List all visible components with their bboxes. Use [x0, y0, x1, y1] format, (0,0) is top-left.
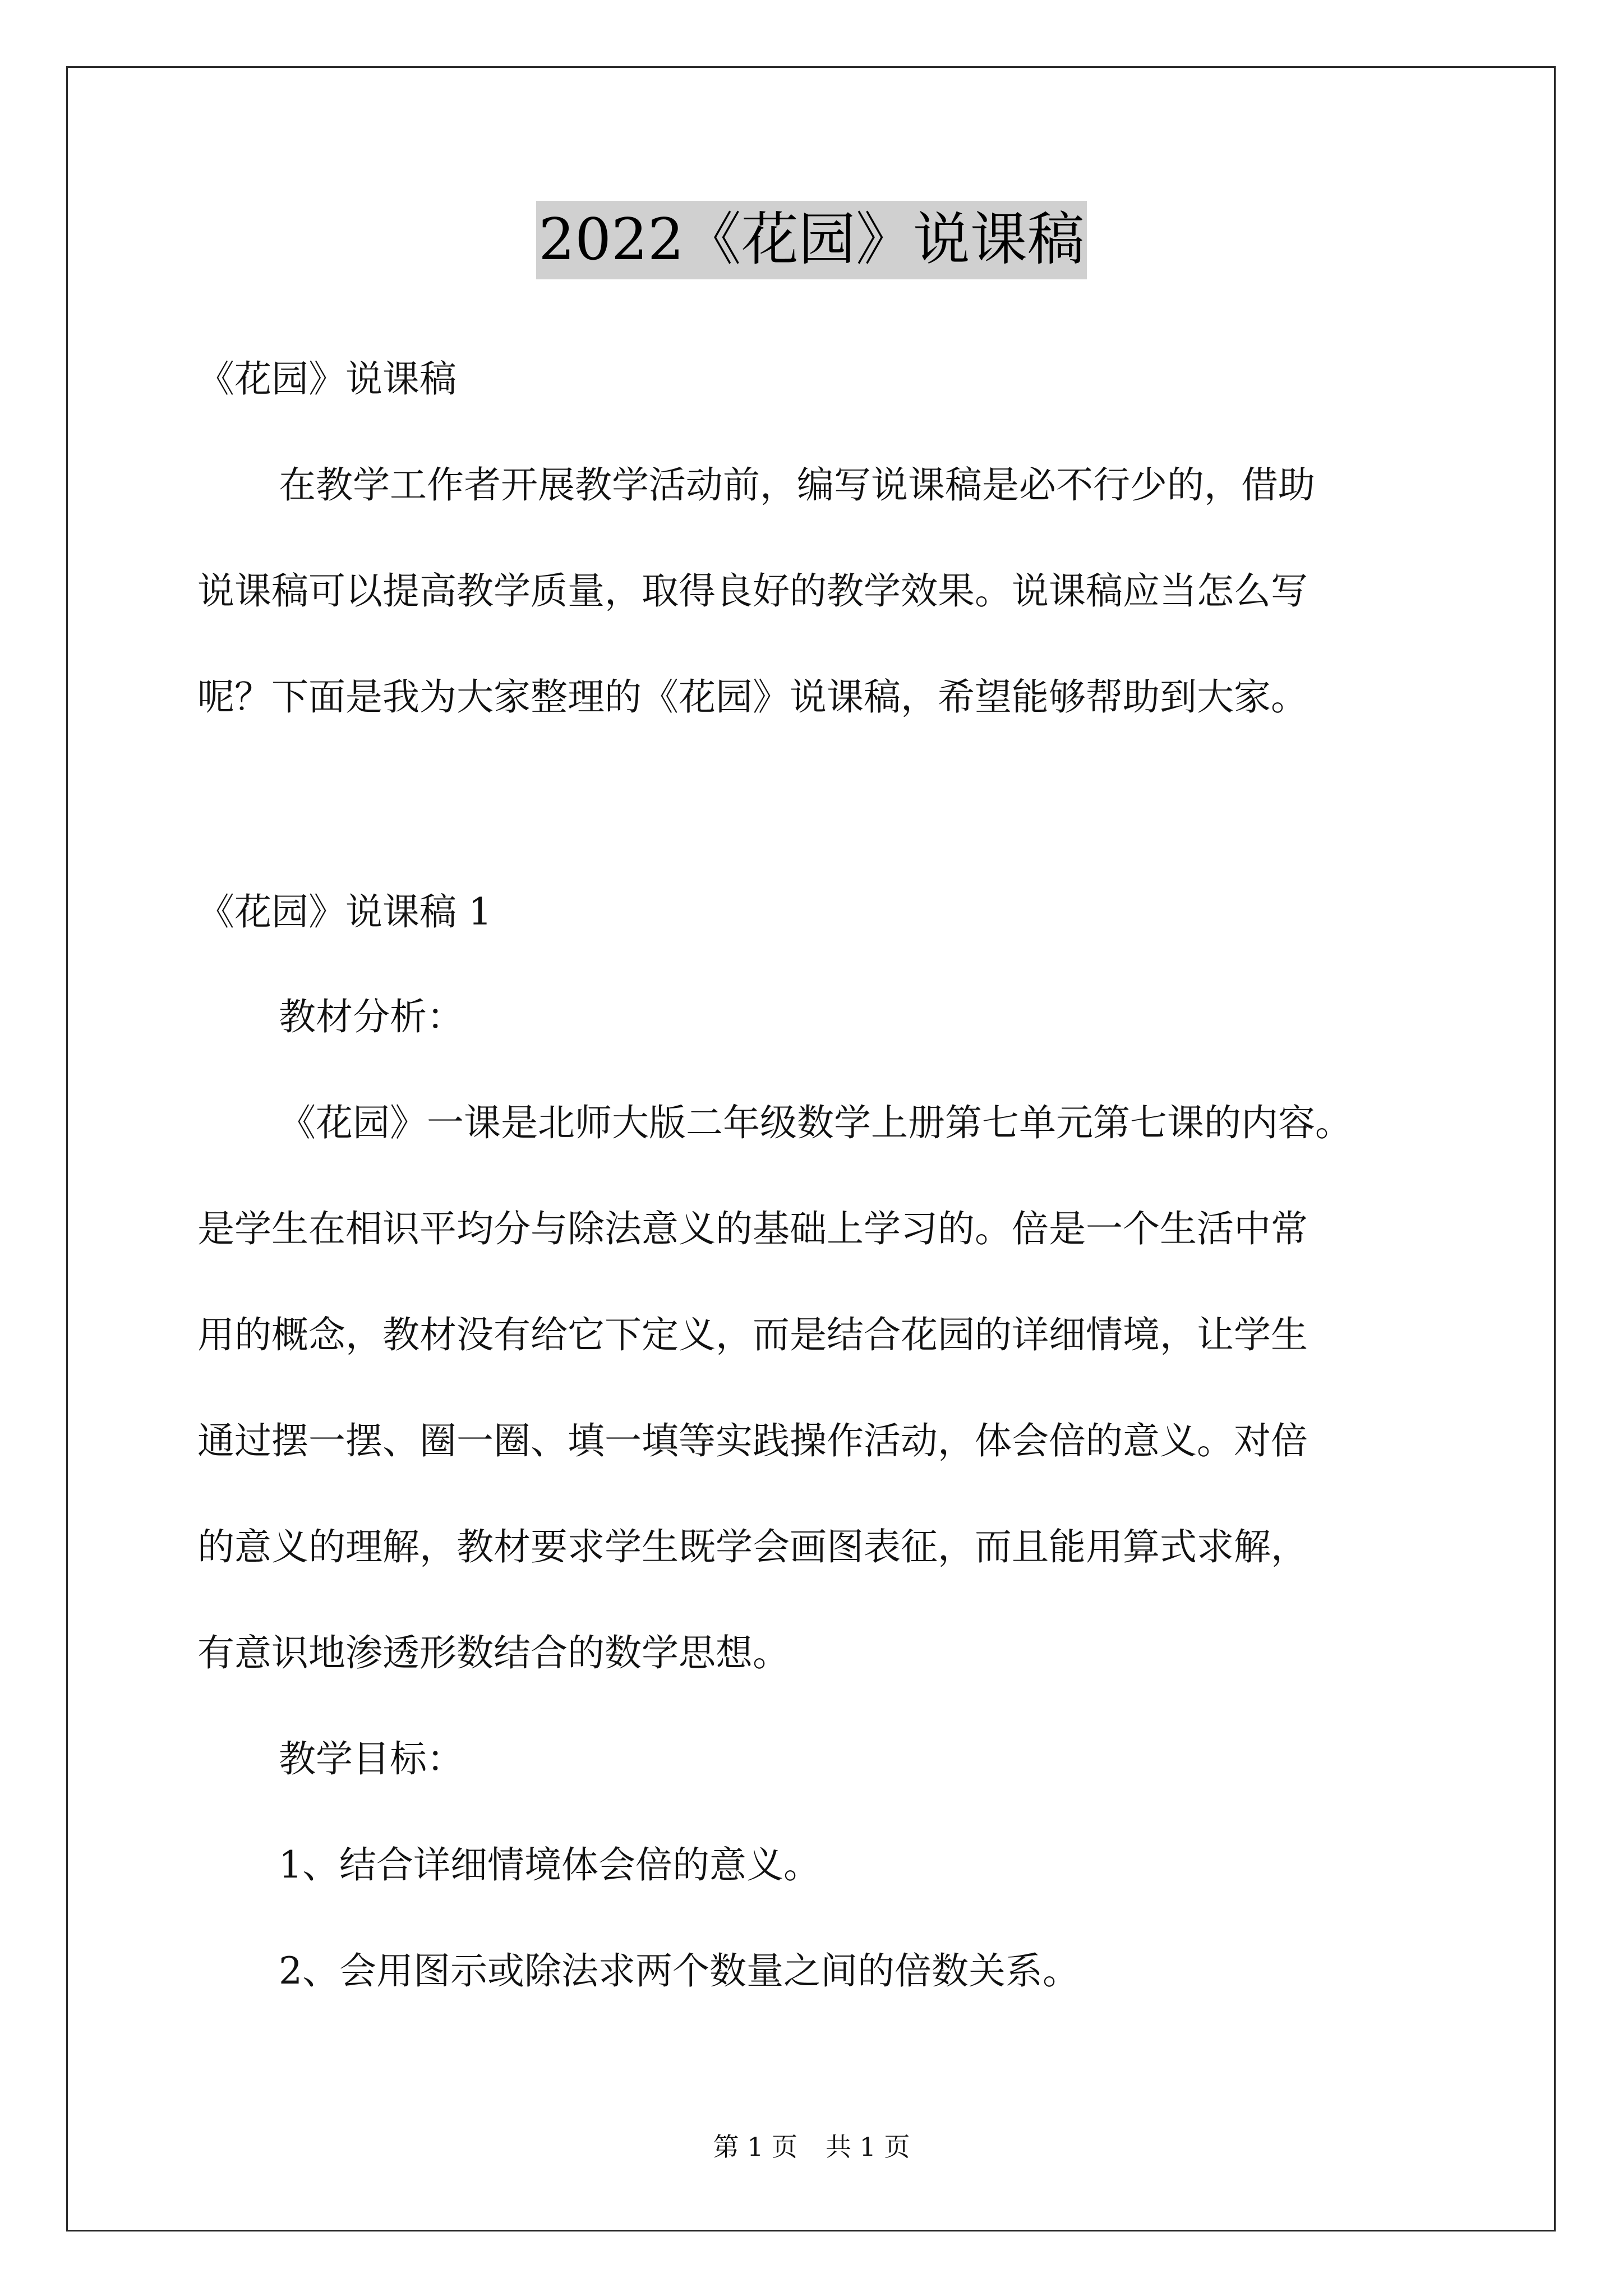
analysis-line-6: 有意识地渗透形数结合的数学思想。	[197, 1631, 790, 1674]
goal-item-1: 1、结合详细情境体会倍的意义。	[279, 1843, 820, 1887]
analysis-line-3: 用的概念，教材没有给它下定义，而是结合花园的详细情境，让学生	[197, 1313, 1308, 1356]
teaching-goals-heading: 教学目标：	[279, 1737, 464, 1780]
section-heading: 《花园》说课稿 1	[197, 890, 492, 933]
analysis-line-1: 《花园》一课是北师大版二年级数学上册第七单元第七课的内容。	[279, 1101, 1352, 1144]
page-number: 第 1 页	[713, 2132, 797, 2162]
page-total: 共 1 页	[826, 2132, 910, 2162]
goal-item-2: 2、会用图示或除法求两个数量之间的倍数关系。	[279, 1949, 1080, 1993]
page-footer	[0, 2130, 1623, 2164]
document-title: 2022《花园》说课稿	[536, 201, 1087, 279]
title-container	[0, 201, 1623, 279]
subtitle-line: 《花园》说课稿	[197, 357, 457, 401]
material-analysis-heading: 教材分析：	[279, 995, 464, 1038]
analysis-line-2: 是学生在相识平均分与除法意义的基础上学习的。倍是一个生活中常	[197, 1207, 1308, 1250]
intro-line-1: 在教学工作者开展教学活动前，编写说课稿是必不行少的，借助	[279, 463, 1315, 507]
intro-line-3: 呢？下面是我为大家整理的《花园》说课稿，希望能够帮助到大家。	[197, 675, 1308, 719]
analysis-line-5: 的意义的理解，教材要求学生既学会画图表征，而且能用算式求解，	[197, 1525, 1308, 1568]
analysis-line-4: 通过摆一摆、圈一圈、填一填等实践操作活动，体会倍的意义。对倍	[197, 1419, 1308, 1462]
intro-line-2: 说课稿可以提高教学质量，取得良好的教学效果。说课稿应当怎么写	[197, 569, 1308, 613]
